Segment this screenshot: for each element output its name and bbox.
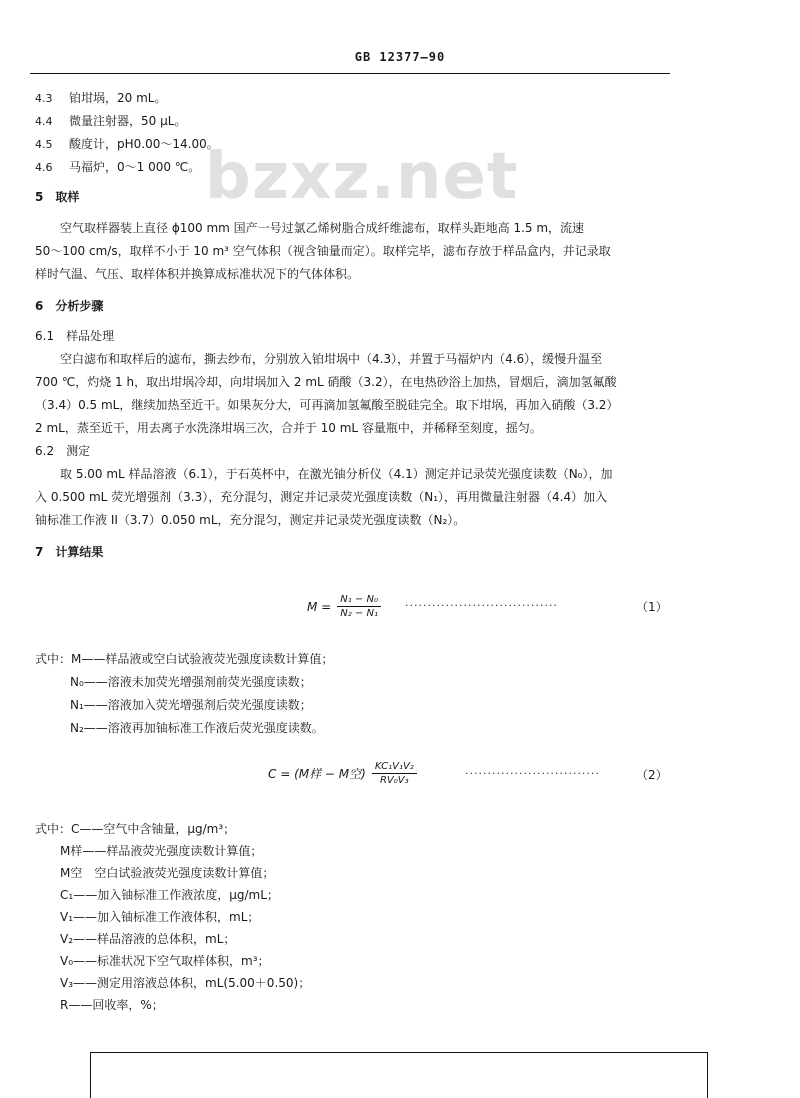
eq1-var-M [35,651,333,667]
bottom-frame [90,1052,708,1098]
item-text: 酸度计，pH0.00～14.00。 [69,137,219,151]
eq2-var-C [35,821,235,837]
var-desc: ——空气中含铀量，μg/m³； [79,822,236,836]
var-symbol: 式中：M [35,652,82,666]
section-6-2-line-2: 入 0.500 mL 荧光增强剂（3.3），充分混匀，测定并记录荧光强度读数（N₁），再用微量注射器（4.4）加入 [35,490,608,504]
section-7-heading: 7 计算结果 [35,545,104,559]
section-6-1-line-2: 700 ℃，灼烧 1 h，取出坩埚冷却，向坩埚加入 2 mL 硝酸（3.2），在电热砂浴上加热，冒烟后，滴加氢氟酸 [35,375,617,389]
item-text: 微量注射器，50 μL。 [69,114,187,128]
section-5-line-1: 空气取样器装上直径 ϕ100 mm 国产一号过氯乙烯树脂合成纤维滤布，取样头距地高 1.5 m，流速 [60,221,585,235]
var-desc: ——标准状况下空气取样体积，m³； [73,954,270,968]
var-desc: ——加入铀标准工作液体积，mL； [73,910,260,924]
item-number: 4.4 [35,115,53,128]
equation-2 [268,760,417,787]
var-desc: ——溶液再加铀标准工作液后荧光强度读数。 [83,721,324,735]
item-text: 铂坩埚，20 mL。 [69,91,167,105]
equation-1-leader: ·································· [405,599,558,612]
var-symbol: N₁ [70,698,84,712]
watermark: bzxz.net [205,140,519,214]
var-symbol: C₁ [60,888,74,902]
item-text: 马福炉，0～1 000 ℃。 [69,160,201,174]
equation-1-tag: （1） [636,600,668,614]
var-symbol: N₀ [70,675,84,689]
var-symbol: M样 [60,844,83,858]
var-desc: ——测定用溶液总体积，mL(5.00＋0.50)； [73,976,311,990]
section-6-1-line-3: （3.4）0.5 mL，继续加热至近干。如果灰分大，可再滴加氢氟酸至脱硅完全。取下坩埚，再加入硝酸（3.2） [35,398,619,412]
eq2-var-M-sample [60,843,262,859]
var-symbol: R [60,998,69,1012]
section-5-heading: 5 取样 [35,190,80,204]
eq2-var-C1 [60,887,279,903]
var-symbol: V₃ [60,976,74,990]
var-symbol: V₁ [60,910,74,924]
var-desc: ——样品液荧光强度读数计算值； [82,844,263,858]
var-desc: ——样品溶液的总体积，mL； [73,932,236,946]
equation-2-numerator: KC₁V₁V₂ [372,760,417,774]
eq2-var-R [60,997,164,1013]
equation-1-denominator: N₂ − N₁ [340,608,378,619]
item-4-5 [35,136,219,153]
item-number: 4.6 [35,161,53,174]
section-6-1-line-1: 空白滤布和取样后的滤布，撕去纱布，分别放入铂坩埚中（4.3），并置于马福炉内（4.6），缓慢升温至 [60,352,603,366]
eq1-var-N1 [70,697,312,713]
section-5-line-2: 50～100 cm/s，取样不小于 10 m³ 空气体积（视含铀量而定）。取样完毕，滤布存放于样品盒内，并记录取 [35,244,611,258]
var-symbol: 式中：C [35,822,80,836]
var-desc: ——加入铀标准工作液浓度，μg/mL； [73,888,279,902]
var-symbol: V₀ [60,954,74,968]
header-rule [30,73,670,74]
eq2-var-V3 [60,975,310,991]
var-desc: ——溶液未加荧光增强剂前荧光强度读数； [83,675,312,689]
equation-1-fraction [337,593,381,620]
section-6-1-heading: 6.1 样品处理 [35,329,115,343]
eq1-var-N2 [70,720,324,736]
equation-2-leader: ······························ [465,767,600,780]
eq2-var-V1 [60,909,259,925]
equation-1 [307,593,381,620]
item-number: 4.3 [35,92,53,105]
section-6-2-line-1: 取 5.00 mL 样品溶液（6.1），于石英杯中，在激光铀分析仪（4.1）测定并记录荧光强度读数（N₀），加 [60,467,613,481]
equation-2-tag: （2） [636,768,668,782]
var-desc: 空白试验液荧光强度读数计算值； [82,866,275,880]
section-5-line-3: 样时气温、气压、取样体积并换算成标准状况下的气体体积。 [35,267,360,281]
item-number: 4.5 [35,138,53,151]
equation-1-lhs: M = [307,599,332,614]
equation-2-denominator: RV₀V₃ [379,775,409,786]
var-desc: ——样品液或空白试验液荧光强度读数计算值； [81,652,334,666]
eq2-var-M-blank [60,865,274,881]
equation-1-numerator: N₁ − N₀ [337,593,381,607]
section-6-heading: 6 分析步骤 [35,299,104,313]
eq2-var-V0 [60,953,270,969]
var-symbol: N₂ [70,721,84,735]
var-desc: ——溶液加入荧光增强剂后荧光强度读数； [83,698,312,712]
var-symbol: V₂ [60,932,74,946]
page-header: GB 12377—90 [354,50,446,64]
section-6-2-heading: 6.2 测定 [35,444,91,458]
item-4-6 [35,159,200,176]
var-symbol: M空 [60,866,83,880]
item-4-4 [35,113,186,130]
eq1-var-N0 [70,674,312,690]
equation-2-fraction [372,760,417,787]
eq2-var-V2 [60,931,235,947]
section-6-1-line-4: 2 mL，蒸至近干，用去离子水洗涤坩埚三次，合并于 10 mL 容量瓶中，并稀释至刻度，摇匀。 [35,421,542,435]
section-6-2-line-3: 铀标准工作液 II（3.7）0.050 mL，充分混匀，测定并记录荧光强度读数（N₂）。 [35,513,466,527]
var-desc: ——回收率，%； [68,998,164,1012]
item-4-3 [35,90,166,107]
equation-2-lhs: C = (M样 − M空) [268,767,366,781]
